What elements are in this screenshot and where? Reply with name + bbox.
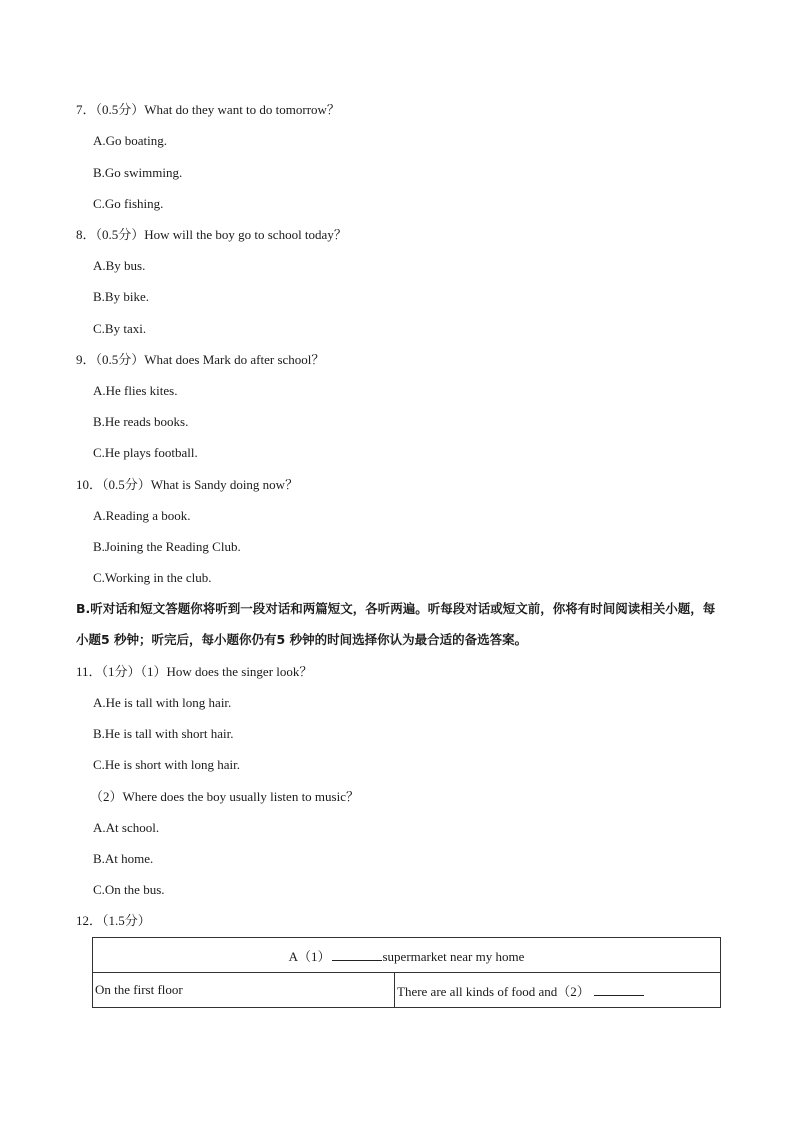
question-7-option-c: C.Go fishing. (93, 196, 164, 211)
table-title-suffix: supermarket near my home (382, 948, 525, 964)
question-11-2-option-c: C.On the bus. (93, 882, 165, 897)
question-8-option-c: C.By taxi. (93, 321, 147, 336)
answer-blank-1[interactable] (332, 949, 382, 961)
notes-table (92, 937, 721, 1008)
question-10-option-c: C.Working in the club. (93, 570, 212, 585)
question-7-stem: 7．（0.5分）What do they want to do tomorrow？ (76, 102, 340, 117)
question-11-2-stem: （2）Where does the boy usually listen to music？ (90, 789, 359, 804)
question-11-2-option-b: B.At home. (93, 851, 154, 866)
question-9-option-b: B.He reads books. (93, 414, 189, 429)
question-10-stem: 10．（0.5分）What is Sandy doing now？ (76, 477, 299, 492)
question-11-1-option-a: A.He is tall with long hair. (93, 695, 232, 710)
question-10-option-a: A.Reading a book. (93, 508, 191, 523)
question-9-stem: 9．（0.5分）What does Mark do after school？ (76, 352, 325, 367)
question-8-option-b: B.By bike. (93, 289, 149, 304)
answer-blank-2[interactable] (594, 984, 644, 996)
question-8-stem: 8．（0.5分）How will the boy go to school today？ (76, 227, 347, 242)
question-7-option-a: A.Go boating. (93, 133, 168, 148)
question-9-option-c: C.He plays football. (93, 445, 198, 460)
table-title-cell (93, 938, 721, 973)
table-cell-right (395, 973, 721, 1008)
table-cell-right-text: There are all kinds of food and（2） (397, 983, 590, 999)
question-7-option-b: B.Go swimming. (93, 165, 183, 180)
question-11-2-option-a: A.At school. (93, 820, 160, 835)
question-11-stem: 11．（1分）（1）How does the singer look？ (76, 664, 313, 679)
section-b-instructions: B.听对话和短文答题你将听到一段对话和两篇短文，各听两遍。听每段对话或短文前，你将有时间阅读相关小题，每小题5 秒钟；听完后，每小题你仍有5 秒钟的时间选择你认为最合适的备选答案。 (76, 601, 716, 647)
question-8-option-a: A.By bus. (93, 258, 146, 273)
question-11-1-option-b: B.He is tall with short hair. (93, 726, 234, 741)
question-11-1-option-c: C.He is short with long hair. (93, 757, 240, 772)
question-9-option-a: A.He flies kites. (93, 383, 178, 398)
table-title-prefix: A（1） (288, 948, 331, 964)
table-cell-left: On the first floor (93, 973, 395, 1008)
question-10-option-b: B.Joining the Reading Club. (93, 539, 241, 554)
question-12-stem: 12．（1.5分） (76, 913, 151, 928)
